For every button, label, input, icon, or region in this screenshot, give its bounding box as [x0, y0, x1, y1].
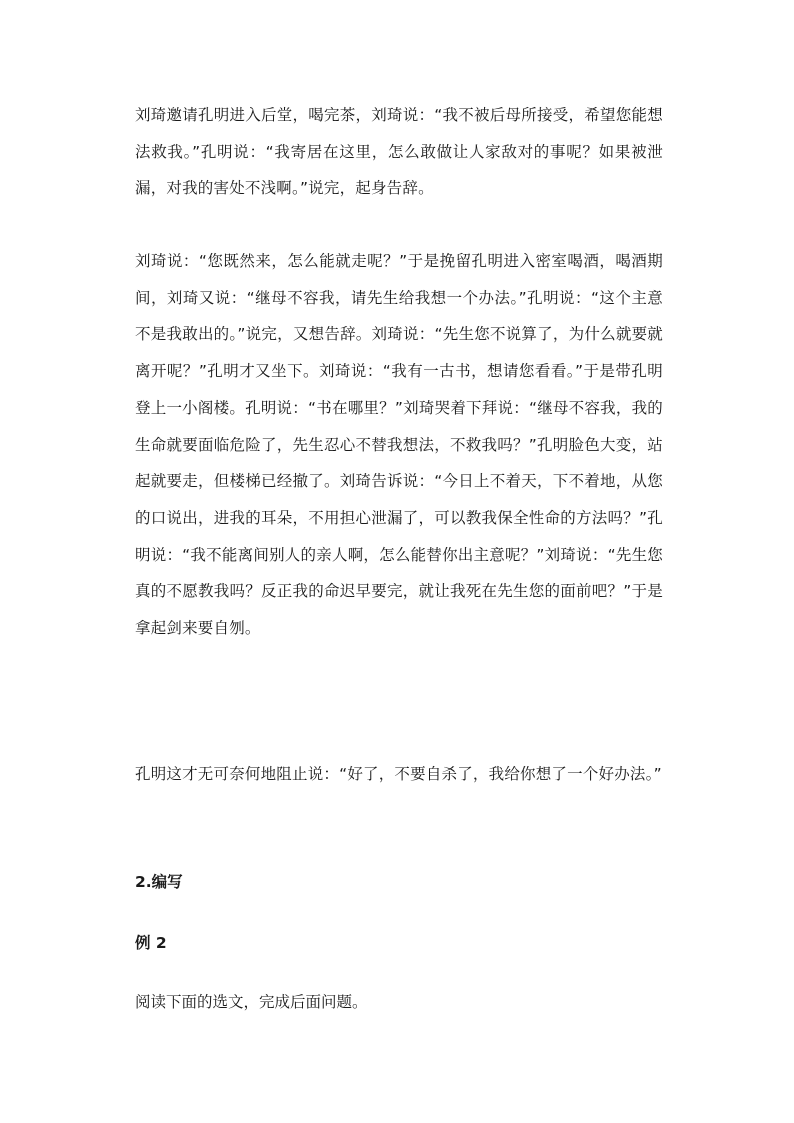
- example-label: 例 2: [135, 934, 167, 952]
- paragraph-3: 孔明这才无可奈何地阻止说：“好了，不要自杀了，我给你想了一个好办法。”: [135, 765, 662, 783]
- instruction-text: 阅读下面的选文，完成后面问题。: [135, 993, 368, 1011]
- paragraph-2: 刘琦说：“您既然来，怎么能就走呢？”于是挽留孔明进入密室喝酒，喝酒期间，刘琦又说：“继母不容我，请先生给我想一个办法。”孔明说：“这个主意不是我敢出的。”说完，又想告辞。刘琦说：“先生您不说算了，为什么就要就离开呢？”孔明才又坐下。刘琦说：“我有一古书，想请您看看。”于是带孔明登上一小阁楼。孔明说：“书在哪里？”刘琦哭着下拜说：“继母不容我，我的生命就要面临危险了，先生忍心不替我想法，不救我吗？”孔明脸色大变，站起就要走，但楼梯已经撤了。刘琦告诉说：“今日上不着天，下不着地，从您的口说出，进我的耳朵，不用担心泄漏了，可以教我保全性命的方法吗？”孔明说：“我不能离间别人的亲人啊，怎么能替你出主意呢？”刘琦说：“先生您真的不愿教我吗？反正我的命迟早要完，就让我死在先生您的面前吧？”于是拿起剑来要自刎。: [135, 252, 663, 638]
- paragraph-1: 刘琦邀请孔明进入后堂，喝完茶，刘琦说：“我不被后母所接受，希望您能想法救我。”孔明说：“我寄居在这里，怎么敢做让人家敌对的事呢？如果被泄漏，对我的害处不浅啊。”说完，起身告辞。: [135, 106, 663, 198]
- section-heading: 2.编写: [135, 873, 183, 891]
